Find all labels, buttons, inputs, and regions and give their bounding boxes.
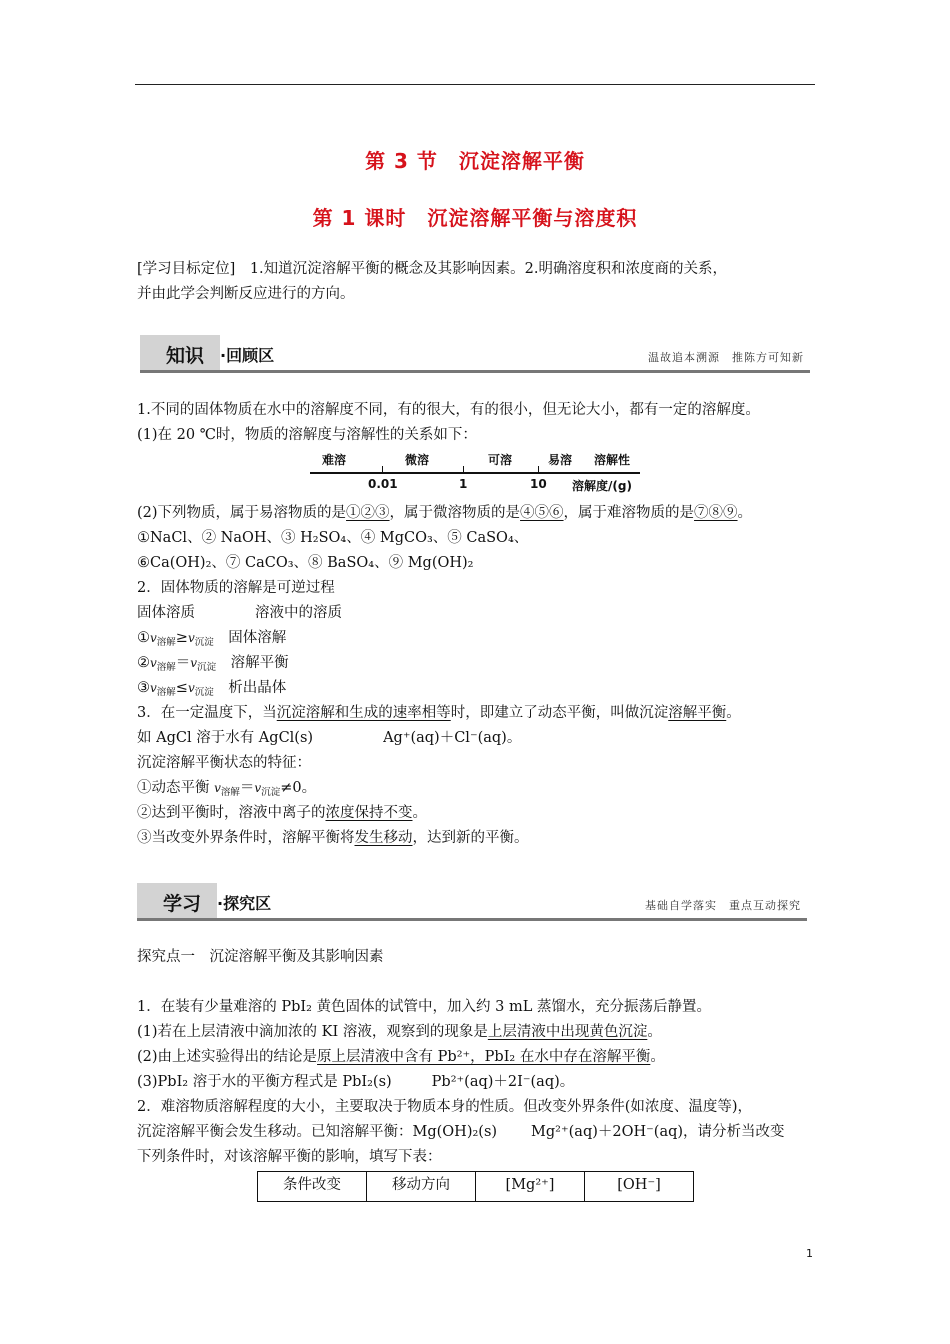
scale-label-solubility: 溶解性 (594, 453, 631, 467)
table-header-cell: [OH⁻] (585, 1172, 694, 1202)
scale-tick (463, 466, 464, 472)
paragraph-1: 1.不同的固体物质在水中的溶解度不同，有的很大，有的很小，但无论大小，都有一定的溶解度。 (137, 402, 760, 418)
explore-heading: 探究点一 沉淀溶解平衡及其影响因素 (137, 949, 384, 965)
scale-label-soluble: 可溶 (488, 453, 513, 467)
paragraph-3: (2)下列物质，属于易溶物质的是①②③，属于微溶物质的是④⑤⑥，属于难溶物质的是⑦⑧⑨。 (137, 505, 753, 521)
banner-subtitle: ·回顾区 (220, 346, 275, 365)
paragraph-5: 固体溶质 溶液中的溶质 (137, 605, 342, 621)
answer-equal-rate: 沉淀溶解和生成的速率相等 (276, 705, 451, 721)
scale-label-insoluble: 难溶 (322, 453, 347, 467)
scale-tick-label: 10 (530, 477, 547, 491)
condition-table (257, 1171, 694, 1202)
banner-subtitle: ·探究区 (217, 894, 272, 913)
answer-dissolution-equilibrium: 溶解平衡 (668, 705, 727, 721)
objectives-line-2: 并由此学会判断反应进行的方向。 (137, 286, 355, 302)
solubility-scale (310, 450, 640, 498)
condition-1: $①v_{溶解}\ge v_{沉淀}$ 固体溶解 (137, 630, 287, 648)
paragraph-10: ②达到平衡时，溶液中离子的浓度保持不变。 (137, 805, 427, 821)
lesson-title: 第 1 课时 沉淀溶解平衡与溶度积 (312, 206, 638, 230)
question-1: 1．在装有少量难溶的 PbI₂ 黄色固体的试管中，加入约 3 mL 蒸馏水，充分振荡后静置。 (137, 999, 711, 1015)
answer-slightly-soluble: ④⑤⑥ (520, 505, 564, 521)
study-explore-banner (137, 883, 807, 921)
banner-motto: 温故追本溯源 推陈方可知新 (648, 351, 804, 364)
scale-axis-label: 溶解度/(g) (572, 479, 632, 493)
scale-tick-label: 1 (459, 477, 468, 491)
answer-insoluble: ⑦⑧⑨ (694, 505, 738, 521)
scale-tick (538, 466, 539, 472)
question-2-line-3: 下列条件时，对该溶解平衡的影响，填写下表： (137, 1149, 442, 1165)
condition-2: $②v_{溶解}=v_{沉淀}$ 溶解平衡 (137, 655, 289, 673)
paragraph-6: 3．在一定温度下，当沉淀溶解和生成的速率相等时，即建立了动态平衡，叫做沉淀溶解平衡。 (137, 705, 741, 721)
question-1-3: (3)PbI₂ 溶于水的平衡方程式是 PbI₂(s) Pb²⁺(aq)＋2I⁻(aq)。 (137, 1074, 575, 1090)
table-header-cell: 移动方向 (367, 1172, 476, 1202)
answer-easily-soluble: ①②③ (346, 505, 390, 521)
substances-line-2: ⑥Ca(OH)₂、⑦ CaCO₃、⑧ BaSO₄、⑨ Mg(OH)₂ (137, 555, 474, 571)
header-rule (135, 84, 815, 85)
knowledge-review-banner (140, 335, 810, 373)
question-2-line-1: 2．难溶物质溶解程度的大小，主要取决于物质本身的性质。但改变外界条件(如浓度、温度等)， (137, 1099, 753, 1115)
substances-line-1: ①NaCl、② NaOH、③ H₂SO₄、④ MgCO₃、⑤ CaSO₄、 (137, 530, 529, 546)
answer-shift: 发生移动 (354, 830, 413, 846)
answer-yellow-precipitate: 上层清液中出现黄色沉淀 (487, 1024, 648, 1040)
banner-title: 知识 (166, 345, 205, 367)
page-number: 1 (806, 1247, 813, 1260)
scale-label-easily: 易溶 (548, 453, 573, 467)
scale-tick (382, 466, 383, 472)
scale-tick-label: 0.01 (368, 477, 398, 491)
answer-concentration-constant: 浓度保持不变 (325, 805, 413, 821)
paragraph-11: ③当改变外界条件时，溶解平衡将发生移动，达到新的平衡。 (137, 830, 529, 846)
scale-label-slightly: 微溶 (405, 453, 430, 467)
paragraph-4: 2．固体物质的溶解是可逆过程 (137, 580, 335, 596)
paragraph-2: (1)在 20 ℃时，物质的溶解度与溶解性的关系如下： (137, 427, 477, 443)
paragraph-8: 沉淀溶解平衡状态的特征： (137, 755, 311, 771)
condition-3: $③v_{溶解}\le v_{沉淀}$ 析出晶体 (137, 680, 287, 698)
section-title: 第 3 节 沉淀溶解平衡 (365, 149, 585, 173)
banner-title: 学习 (163, 893, 202, 915)
question-2-line-2: 沉淀溶解平衡会发生移动。已知溶解平衡：Mg(OH)₂(s) Mg²⁺(aq)＋2OH⁻(aq)，请分析当改变 (137, 1124, 785, 1140)
answer-conclusion: 原上层清液中含有 Pb²⁺，PbI₂ 在水中存在溶解平衡 (317, 1049, 651, 1065)
paragraph-7: 如 AgCl 溶于水有 AgCl(s) Ag⁺(aq)＋Cl⁻(aq)。 (137, 730, 522, 746)
table-header-row (258, 1172, 694, 1202)
question-1-1: (1)若在上层清液中滴加浓的 KI 溶液，观察到的现象是上层清液中出现黄色沉淀。 (137, 1024, 662, 1040)
table-header-cell: 条件改变 (258, 1172, 367, 1202)
scale-axis (310, 472, 640, 474)
objectives-line-1: [学习目标定位] 1.知道沉淀溶解平衡的概念及其影响因素。2.明确溶度积和浓度商的关系， (137, 261, 727, 277)
question-1-2: (2)由上述实验得出的结论是原上层清液中含有 Pb²⁺，PbI₂ 在水中存在溶解平衡。 (137, 1049, 665, 1065)
table-header-cell: [Mg²⁺] (476, 1172, 585, 1202)
paragraph-9: ①动态平衡 $v_{溶解}=v_{沉淀}\ne 0$。 (137, 780, 317, 798)
banner-motto: 基础自学落实 重点互动探究 (645, 899, 801, 912)
